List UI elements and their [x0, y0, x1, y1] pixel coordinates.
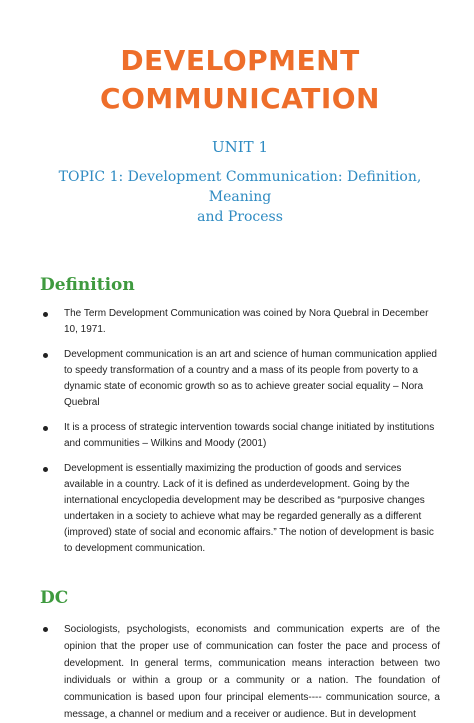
- definition-item: Development is essentially maximizing the production of goods and services available in a country. Lack of it is defined as underdevelopment. Going by the international encyclopedia development may be described as “purposive changes undertaken in a society to achieve what may be regarded generally as a different (improved) state of social and economic affairs.” The notion of development is basic to development communication.: [40, 461, 440, 557]
- dc-item: Sociologists, psychologists, economists and communication experts are of the opinion that the proper use of communication can foster the pace and process of development. In general terms, communication means interaction between two individuals or within a group or a community or a nation. The foundation of communication is based upon four principal elements---- communication source, a message, a channel or medium and a receiver or audience. But in development: [40, 621, 440, 723]
- definition-item: It is a process of strategic intervention towards social change initiated by institutions and communities – Wilkins and Moody (2001): [40, 420, 440, 452]
- topic-line-2: and Process: [197, 209, 283, 225]
- title-line-1: DEVELOPMENT: [120, 44, 360, 77]
- dc-list: [40, 621, 440, 723]
- topic-line-1: TOPIC 1: Development Communication: Definition, Meaning: [58, 169, 422, 205]
- definition-list: [40, 306, 440, 557]
- document-title: [40, 0, 440, 118]
- unit-label: UNIT 1: [211, 138, 268, 156]
- title-line-2: COMMUNICATION: [100, 82, 380, 115]
- dc-heading: DC: [40, 588, 69, 608]
- definition-item: The Term Development Communication was coined by Nora Quebral in December 10, 1971.: [40, 306, 440, 338]
- topic-heading: [40, 167, 440, 227]
- definition-heading: Definition: [40, 275, 135, 295]
- definition-item: Development communication is an art and science of human communication applied to speedy transformation of a country and a mass of its people from poverty to a dynamic state of economic growth so as to achieve greater social equality – Nora Quebral: [40, 347, 440, 411]
